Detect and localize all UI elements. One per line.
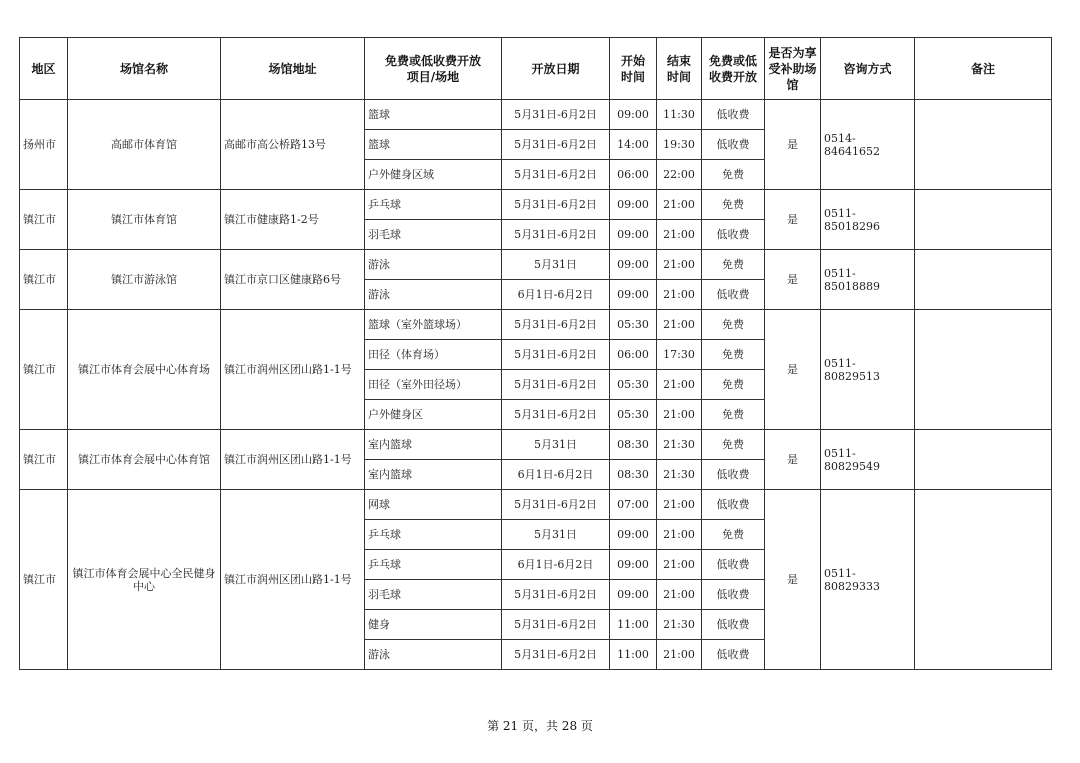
fee-type-cell: 低收费 (702, 550, 765, 580)
fee-type-cell: 免费 (702, 520, 765, 550)
item-cell: 篮球 (365, 100, 502, 130)
date-cell: 5月31日-6月2日 (502, 160, 610, 190)
date-cell: 5月31日-6月2日 (502, 400, 610, 430)
region-cell: 镇江市 (20, 190, 68, 250)
start-time-cell: 08:30 (610, 430, 657, 460)
note-cell (915, 190, 1052, 250)
subsidy-cell: 是 (765, 190, 821, 250)
subsidy-cell: 是 (765, 430, 821, 490)
start-time-cell: 09:00 (610, 550, 657, 580)
end-time-cell: 19:30 (657, 130, 702, 160)
end-time-cell: 21:00 (657, 550, 702, 580)
date-cell: 6月1日-6月2日 (502, 460, 610, 490)
note-cell (915, 490, 1052, 670)
fee-type-cell: 免费 (702, 430, 765, 460)
table-row (20, 250, 1052, 280)
contact-cell: 0511-85018296 (821, 190, 915, 250)
item-cell: 室内篮球 (365, 460, 502, 490)
start-time-cell: 09:00 (610, 520, 657, 550)
start-time-cell: 09:00 (610, 220, 657, 250)
item-cell: 田径（室外田径场） (365, 370, 502, 400)
fee-type-cell: 低收费 (702, 280, 765, 310)
fee-type-cell: 低收费 (702, 220, 765, 250)
item-cell: 网球 (365, 490, 502, 520)
end-time-cell: 21:00 (657, 310, 702, 340)
end-time-cell: 21:00 (657, 280, 702, 310)
header-contact: 咨询方式 (821, 38, 915, 100)
fee-type-cell: 免费 (702, 400, 765, 430)
fee-type-cell: 低收费 (702, 640, 765, 670)
region-cell: 镇江市 (20, 250, 68, 310)
note-cell (915, 100, 1052, 190)
region-cell: 镇江市 (20, 430, 68, 490)
item-cell: 乒乓球 (365, 190, 502, 220)
fee-type-cell: 免费 (702, 250, 765, 280)
table-row (20, 310, 1052, 340)
contact-cell: 0514-84641652 (821, 100, 915, 190)
start-time-cell: 09:00 (610, 100, 657, 130)
end-time-cell: 21:30 (657, 460, 702, 490)
start-time-cell: 09:00 (610, 280, 657, 310)
end-time-cell: 21:30 (657, 430, 702, 460)
end-time-cell: 21:00 (657, 400, 702, 430)
end-time-cell: 21:00 (657, 250, 702, 280)
note-cell (915, 250, 1052, 310)
date-cell: 5月31日-6月2日 (502, 490, 610, 520)
date-cell: 5月31日-6月2日 (502, 130, 610, 160)
item-cell: 游泳 (365, 250, 502, 280)
header-item: 免费或低收费开放项目/场地 (365, 38, 502, 100)
item-cell: 乒乓球 (365, 550, 502, 580)
end-time-cell: 21:00 (657, 490, 702, 520)
fee-type-cell: 免费 (702, 340, 765, 370)
end-time-cell: 21:00 (657, 220, 702, 250)
region-cell: 镇江市 (20, 310, 68, 430)
venue-name-cell: 镇江市体育会展中心体育场 (68, 310, 221, 430)
date-cell: 6月1日-6月2日 (502, 280, 610, 310)
start-time-cell: 14:00 (610, 130, 657, 160)
start-time-cell: 05:30 (610, 400, 657, 430)
note-cell (915, 310, 1052, 430)
item-cell: 室内篮球 (365, 430, 502, 460)
fee-type-cell: 低收费 (702, 610, 765, 640)
contact-cell: 0511-85018889 (821, 250, 915, 310)
date-cell: 5月31日 (502, 520, 610, 550)
venue-address-cell: 镇江市润州区团山路1-1号 (221, 490, 365, 670)
item-cell: 户外健身区域 (365, 160, 502, 190)
header-address: 场馆地址 (221, 38, 365, 100)
start-time-cell: 05:30 (610, 370, 657, 400)
fee-type-cell: 免费 (702, 310, 765, 340)
venue-name-cell: 镇江市游泳馆 (68, 250, 221, 310)
venue-name-cell: 镇江市体育会展中心全民健身中心 (68, 490, 221, 670)
item-cell: 乒乓球 (365, 520, 502, 550)
fee-type-cell: 低收费 (702, 100, 765, 130)
date-cell: 5月31日 (502, 250, 610, 280)
start-time-cell: 08:30 (610, 460, 657, 490)
date-cell: 5月31日 (502, 430, 610, 460)
end-time-cell: 22:00 (657, 160, 702, 190)
subsidy-cell: 是 (765, 100, 821, 190)
date-cell: 5月31日-6月2日 (502, 190, 610, 220)
start-time-cell: 09:00 (610, 580, 657, 610)
table-row (20, 430, 1052, 460)
fee-type-cell: 免费 (702, 160, 765, 190)
header-fee: 免费或低收费开放 (702, 38, 765, 100)
item-cell: 田径（体育场） (365, 340, 502, 370)
venue-name-cell: 镇江市体育馆 (68, 190, 221, 250)
venue-address-cell: 镇江市京口区健康路6号 (221, 250, 365, 310)
venue-address-cell: 镇江市润州区团山路1-1号 (221, 430, 365, 490)
date-cell: 6月1日-6月2日 (502, 550, 610, 580)
header-end: 结束时间 (657, 38, 702, 100)
item-cell: 篮球 (365, 130, 502, 160)
header-region: 地区 (20, 38, 68, 100)
venue-name-cell: 高邮市体育馆 (68, 100, 221, 190)
start-time-cell: 09:00 (610, 190, 657, 220)
date-cell: 5月31日-6月2日 (502, 610, 610, 640)
fee-type-cell: 低收费 (702, 460, 765, 490)
item-cell: 游泳 (365, 640, 502, 670)
fee-type-cell: 低收费 (702, 580, 765, 610)
end-time-cell: 21:00 (657, 190, 702, 220)
table-body (20, 100, 1052, 670)
header-venue: 场馆名称 (68, 38, 221, 100)
region-cell: 镇江市 (20, 490, 68, 670)
item-cell: 健身 (365, 610, 502, 640)
header-start: 开始时间 (610, 38, 657, 100)
contact-cell: 0511-80829333 (821, 490, 915, 670)
date-cell: 5月31日-6月2日 (502, 100, 610, 130)
item-cell: 羽毛球 (365, 220, 502, 250)
fee-type-cell: 低收费 (702, 490, 765, 520)
date-cell: 5月31日-6月2日 (502, 370, 610, 400)
header-row (20, 38, 1052, 100)
start-time-cell: 11:00 (610, 610, 657, 640)
start-time-cell: 09:00 (610, 250, 657, 280)
fee-type-cell: 低收费 (702, 130, 765, 160)
venue-address-cell: 镇江市润州区团山路1-1号 (221, 310, 365, 430)
end-time-cell: 17:30 (657, 340, 702, 370)
venue-address-cell: 高邮市高公桥路13号 (221, 100, 365, 190)
venue-address-cell: 镇江市健康路1-2号 (221, 190, 365, 250)
table-row (20, 100, 1052, 130)
subsidy-cell: 是 (765, 490, 821, 670)
start-time-cell: 06:00 (610, 340, 657, 370)
date-cell: 5月31日-6月2日 (502, 220, 610, 250)
header-note: 备注 (915, 38, 1052, 100)
date-cell: 5月31日-6月2日 (502, 640, 610, 670)
contact-cell: 0511-80829549 (821, 430, 915, 490)
date-cell: 5月31日-6月2日 (502, 310, 610, 340)
region-cell: 扬州市 (20, 100, 68, 190)
table-header (20, 38, 1052, 100)
end-time-cell: 21:00 (657, 640, 702, 670)
table-row (20, 490, 1052, 520)
item-cell: 户外健身区 (365, 400, 502, 430)
header-date: 开放日期 (502, 38, 610, 100)
date-cell: 5月31日-6月2日 (502, 340, 610, 370)
fee-type-cell: 免费 (702, 370, 765, 400)
item-cell: 篮球（室外篮球场） (365, 310, 502, 340)
end-time-cell: 21:00 (657, 520, 702, 550)
header-subsidy: 是否为享受补助场馆 (765, 38, 821, 100)
end-time-cell: 21:00 (657, 580, 702, 610)
start-time-cell: 11:00 (610, 640, 657, 670)
venue-table (19, 37, 1052, 670)
fee-type-cell: 免费 (702, 190, 765, 220)
start-time-cell: 07:00 (610, 490, 657, 520)
date-cell: 5月31日-6月2日 (502, 580, 610, 610)
end-time-cell: 21:30 (657, 610, 702, 640)
table-row (20, 190, 1052, 220)
start-time-cell: 06:00 (610, 160, 657, 190)
end-time-cell: 21:00 (657, 370, 702, 400)
note-cell (915, 430, 1052, 490)
start-time-cell: 05:30 (610, 310, 657, 340)
subsidy-cell: 是 (765, 250, 821, 310)
end-time-cell: 11:30 (657, 100, 702, 130)
contact-cell: 0511-80829513 (821, 310, 915, 430)
item-cell: 羽毛球 (365, 580, 502, 610)
page-number: 第 21 页，共 28 页 (487, 719, 593, 733)
venue-name-cell: 镇江市体育会展中心体育馆 (68, 430, 221, 490)
subsidy-cell: 是 (765, 310, 821, 430)
item-cell: 游泳 (365, 280, 502, 310)
